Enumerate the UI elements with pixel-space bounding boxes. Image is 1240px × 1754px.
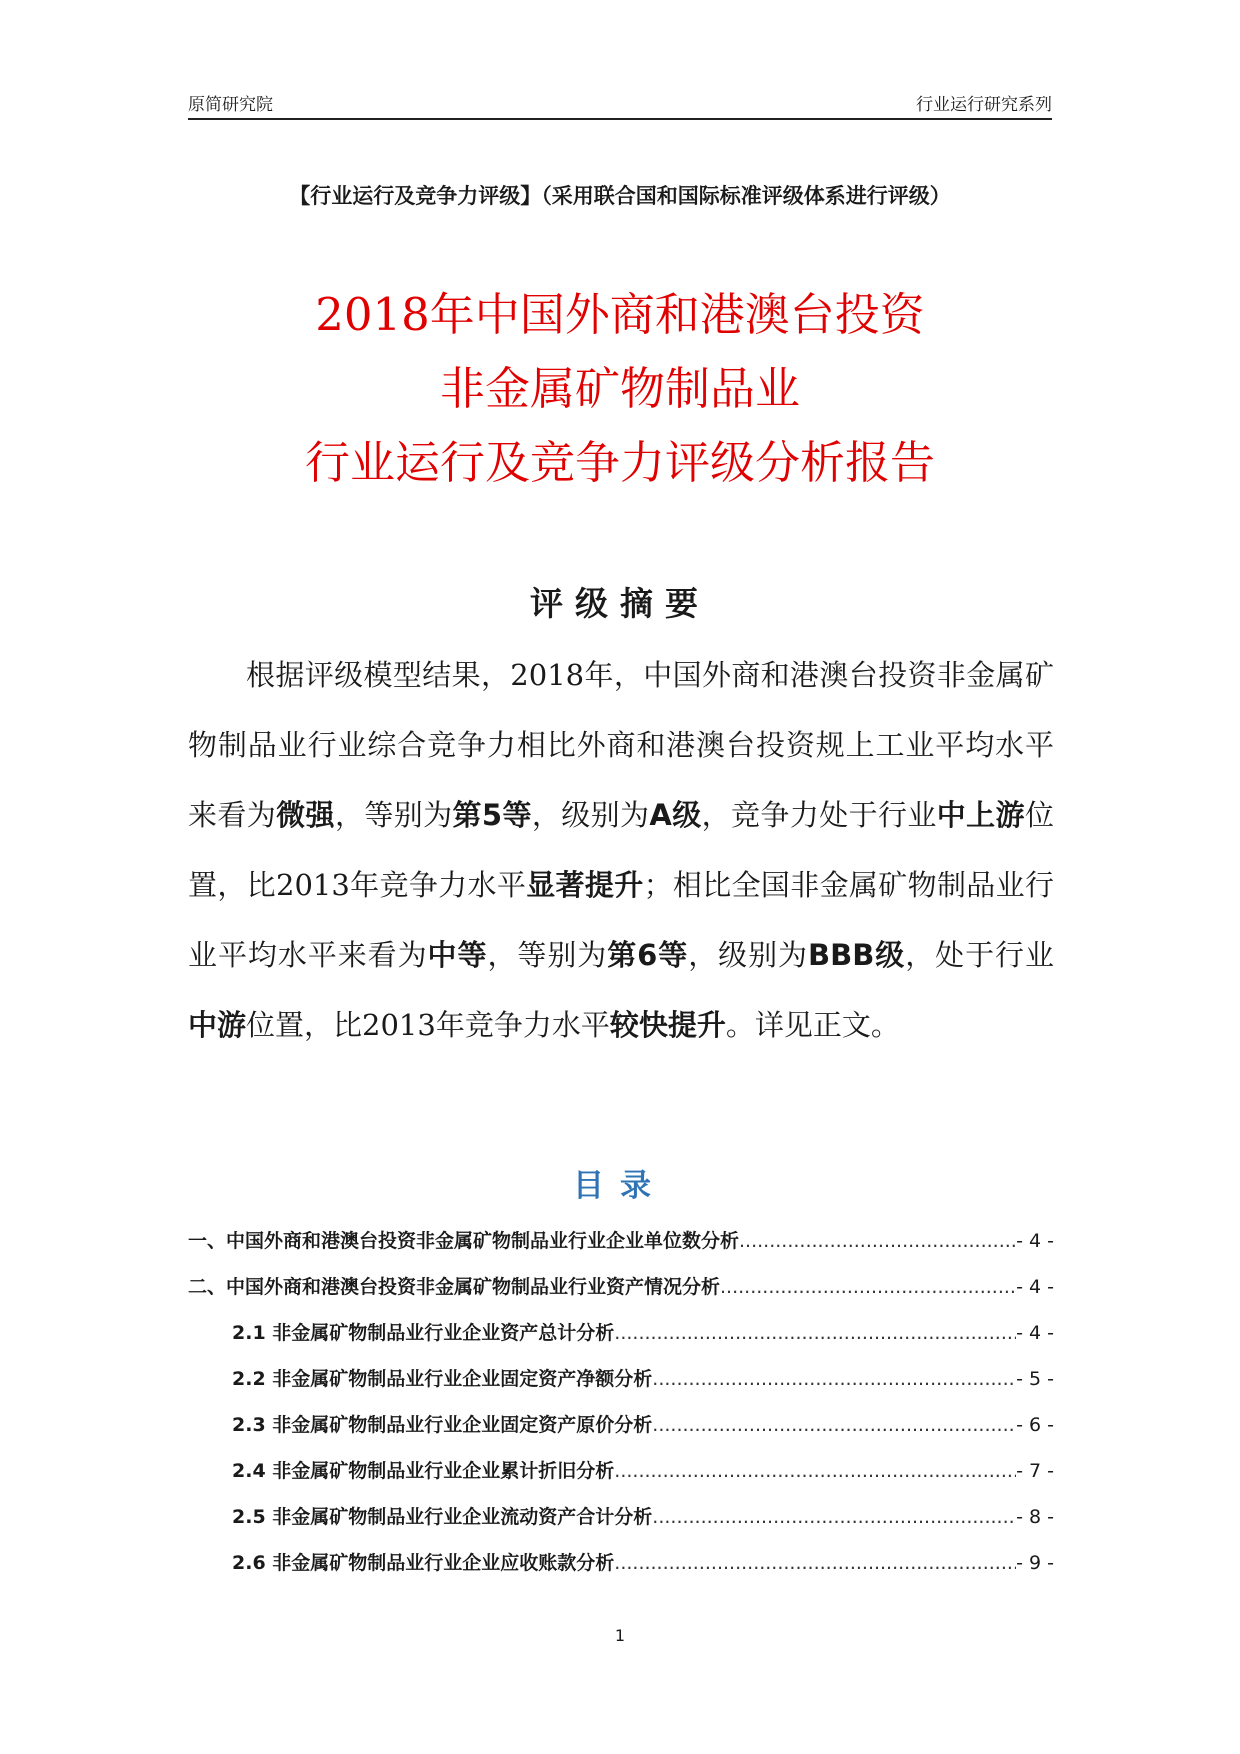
- toc-dot-leader: [614, 1322, 1016, 1344]
- toc-dot-leader: [614, 1460, 1016, 1482]
- summary-highlight: BBB级: [808, 938, 906, 972]
- table-of-contents: [188, 1226, 1054, 1594]
- summary-highlight: A级: [649, 798, 702, 832]
- toc-entry-label: 2.5 非金属矿物制品业行业企业流动资产合计分析: [232, 1506, 653, 1528]
- toc-entry-label: 2.3 非金属矿物制品业行业企业固定资产原价分析: [232, 1414, 653, 1436]
- summary-highlight: 微强: [276, 798, 335, 832]
- toc-entry-label: 二、中国外商和港澳台投资非金属矿物制品业行业资产情况分析: [188, 1276, 721, 1298]
- toc-entry-label: 2.4 非金属矿物制品业行业企业累计折旧分析: [232, 1460, 615, 1482]
- toc-entry-label: 2.6 非金属矿物制品业行业企业应收账款分析: [232, 1552, 615, 1574]
- toc-entry-page: - 4 -: [1016, 1276, 1054, 1298]
- summary-text: 位置，比2013年竞争力水平: [246, 1008, 610, 1042]
- toc-entry[interactable]: [188, 1318, 1054, 1364]
- summary-text: ，级别为: [531, 798, 650, 832]
- toc-entry[interactable]: [188, 1502, 1054, 1548]
- toc-entry-label: 2.2 非金属矿物制品业行业企业固定资产净额分析: [232, 1368, 653, 1390]
- summary-paragraph: [188, 640, 1054, 1060]
- summary-highlight: 第6等: [607, 938, 689, 972]
- page-number: 1: [614, 1626, 626, 1645]
- toc-dot-leader: [720, 1276, 1016, 1298]
- toc-entry-label: 一、中国外商和港澳台投资非金属矿物制品业行业企业单位数分析: [188, 1230, 740, 1252]
- toc-entry[interactable]: [188, 1410, 1054, 1456]
- toc-heading: 目录: [573, 1168, 667, 1204]
- toc-dot-leader: [652, 1368, 1016, 1390]
- summary-highlight: 显著提升: [526, 868, 644, 902]
- toc-entry-page: - 7 -: [1016, 1460, 1054, 1482]
- toc-entry-page: - 4 -: [1016, 1322, 1054, 1344]
- toc-entry[interactable]: [188, 1548, 1054, 1594]
- summary-text: 。详见正文。: [725, 1008, 900, 1042]
- page-header: [188, 84, 1052, 120]
- summary-text: ；相比全国非金属矿物制品业行业平均水平来看为: [188, 868, 1054, 972]
- toc-dot-leader: [739, 1230, 1016, 1252]
- toc-dot-leader: [652, 1414, 1016, 1436]
- summary-text: 根据评级模型结果，2018年，中国外商和港澳台投资非金属矿物制品业行业综合竞争力相比外商和港澳台投资规上工业平均水平来看为: [188, 658, 1054, 832]
- summary-text: ，等别为: [487, 938, 608, 972]
- summary-text: ，竞争力处于行业: [701, 798, 937, 832]
- toc-entry-label: 2.1 非金属矿物制品业行业企业资产总计分析: [232, 1322, 615, 1344]
- toc-entry-page: - 6 -: [1016, 1414, 1054, 1436]
- title-line-3: 行业运行及竞争力评级分析报告: [304, 436, 935, 489]
- toc-entry-page: - 8 -: [1016, 1506, 1054, 1528]
- toc-entry[interactable]: [188, 1364, 1054, 1410]
- summary-text: ，等别为: [334, 798, 453, 832]
- toc-entry-page: - 9 -: [1016, 1552, 1054, 1574]
- summary-highlight: 中上游: [936, 798, 1025, 832]
- summary-highlight: 中等: [427, 938, 488, 972]
- summary-text: 位置，比2013年竞争力水平: [188, 798, 1054, 902]
- summary-highlight: 较快提升: [609, 1008, 726, 1042]
- toc-entry[interactable]: [188, 1272, 1054, 1318]
- title-line-2: 非金属矿物制品业: [439, 362, 800, 415]
- summary-text: ，级别为: [688, 938, 809, 972]
- toc-entry[interactable]: [188, 1456, 1054, 1502]
- header-organization: 原简研究院: [188, 95, 273, 115]
- summary-highlight: 第5等: [452, 798, 532, 832]
- report-title: [100, 278, 1140, 500]
- summary-highlight: 中游: [188, 1008, 247, 1042]
- toc-entry-page: - 4 -: [1016, 1230, 1054, 1252]
- title-line-1: 2018年中国外商和港澳台投资: [315, 288, 925, 341]
- summary-heading: 评级摘要: [530, 584, 710, 623]
- summary-text: ，处于行业: [905, 938, 1054, 972]
- toc-dot-leader: [652, 1506, 1016, 1528]
- report-tagline: 【行业运行及竞争力评级】（采用联合国和国际标准评级体系进行评级）: [289, 184, 951, 208]
- toc-entry-page: - 5 -: [1016, 1368, 1054, 1390]
- header-series: 行业运行研究系列: [916, 95, 1052, 115]
- toc-dot-leader: [614, 1552, 1016, 1574]
- toc-entry[interactable]: [188, 1226, 1054, 1272]
